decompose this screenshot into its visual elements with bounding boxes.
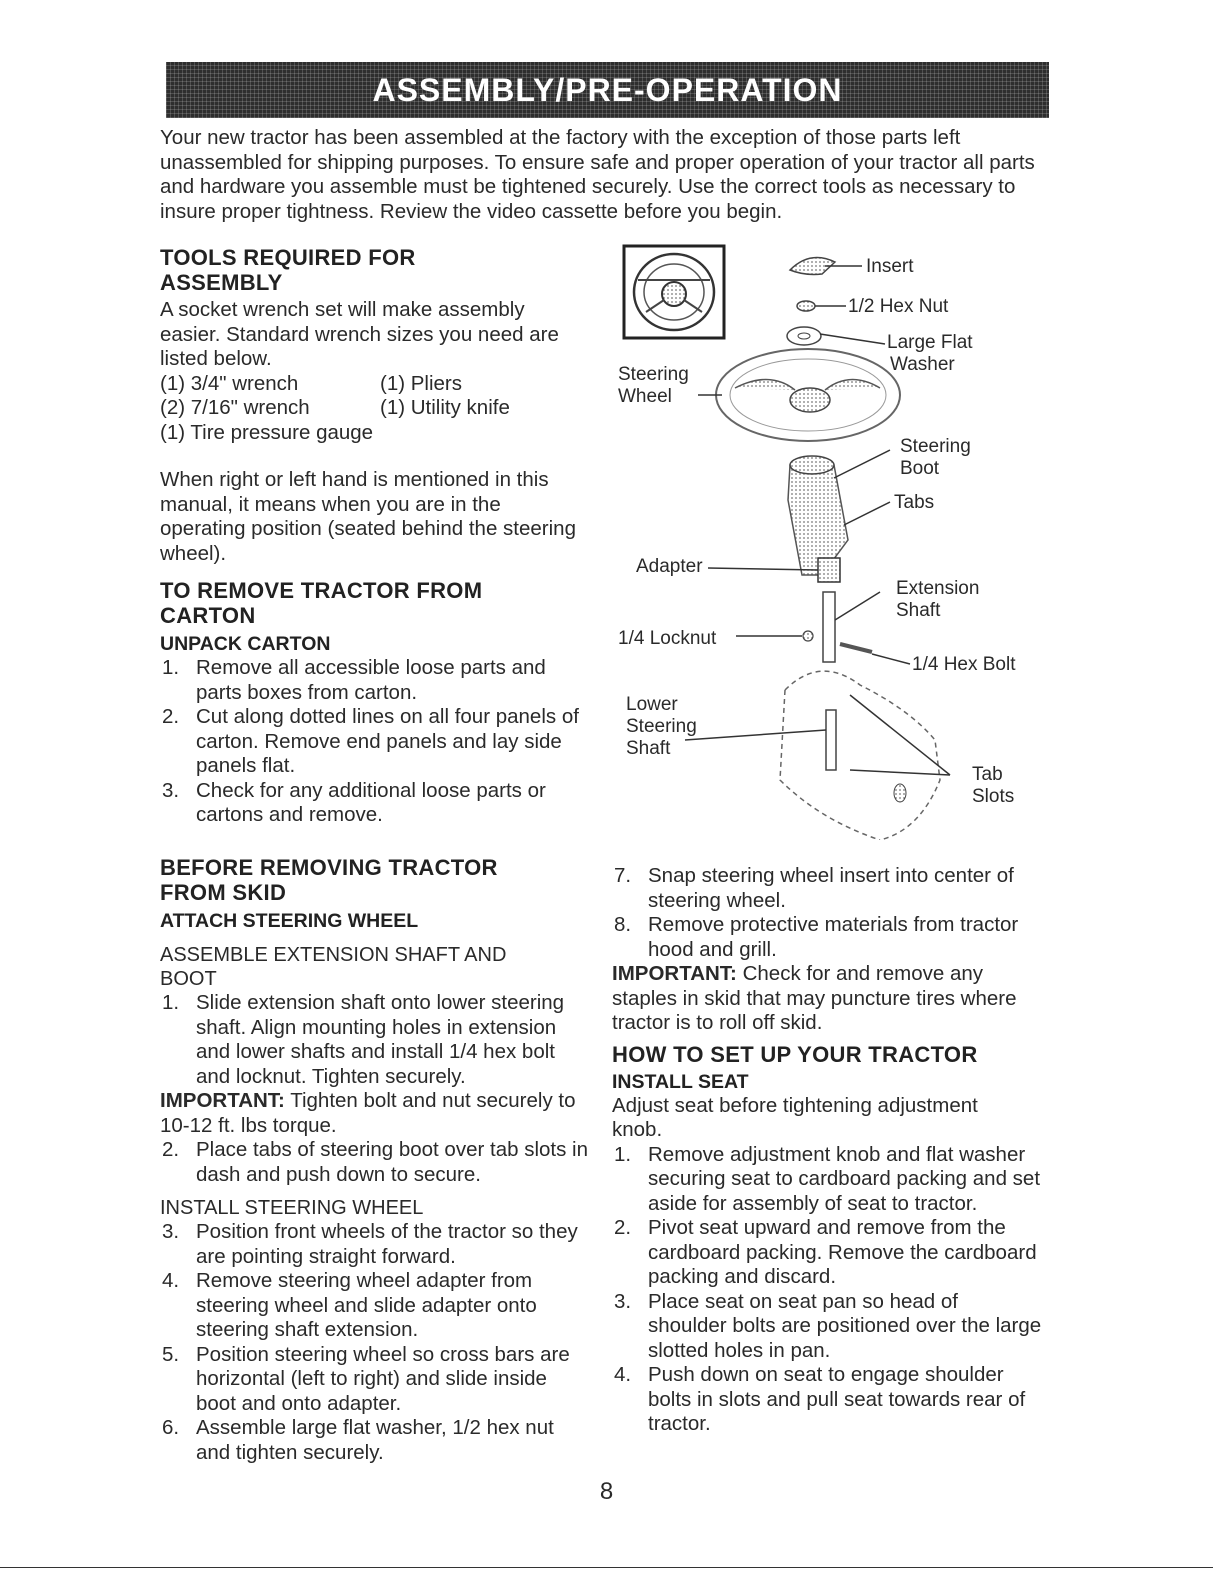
steering-wheel-icon <box>698 349 900 441</box>
label-lower-3: Shaft <box>626 738 671 759</box>
label-insert: Insert <box>866 256 914 277</box>
setup-heading: HOW TO SET UP YOUR TRACTOR <box>612 1041 978 1067</box>
remove-heading: TO REMOVE TRACTOR FROM CARTON <box>160 578 483 628</box>
list-item: 2. Cut along dotted lines on all four panels of carton. Remove end panels and lay side panels flat. <box>162 705 579 777</box>
label-boot-1: Steering <box>900 436 971 457</box>
locknut-icon <box>736 631 813 641</box>
seat-intro: Adjust seat before tightening adjustment knob. <box>612 1093 978 1141</box>
list-item: 4. Push down on seat to engage shoulder bolts in slots and pull seat towards rear of tractor. <box>614 1363 1026 1435</box>
label-locknut: 1/4 Locknut <box>618 628 717 649</box>
left-column <box>160 245 590 828</box>
list-item: 5. Position steering wheel so cross bars are horizontal (left to right) and slide inside boot and onto adapter. <box>162 1342 570 1415</box>
right-column <box>612 864 1042 1437</box>
hex-bolt-icon <box>840 644 910 664</box>
install-wheel-heading: INSTALL STEERING WHEEL <box>160 1197 424 1219</box>
label-ext-1: Extension <box>896 578 980 599</box>
tool-item: (2) 7/16" wrench <box>160 396 310 419</box>
label-tabs: Tabs <box>894 492 935 513</box>
list-item: 2. Place tabs of steering boot over tab slots in dash and push down to secure. <box>162 1138 589 1186</box>
list-item: 1. Slide extension shaft onto lower steering shaft. Align mounting holes in extension and lower shafts and install 1/4 hex bolt and locknut. Tighten securely. <box>162 991 565 1088</box>
label-lower-2: Steering <box>626 716 697 737</box>
assemble-heading: ASSEMBLE EXTENSION SHAFT AND BOOT <box>160 944 507 990</box>
tool-item: (1) Pliers <box>380 371 463 395</box>
tool-item: (1) Tire pressure gauge <box>160 420 374 444</box>
tools-heading: TOOLS REQUIRED FOR ASSEMBLY <box>160 245 416 295</box>
skid-heading: BEFORE REMOVING TRACTOR FROM SKID <box>160 855 498 905</box>
label-ext-2: Shaft <box>896 600 941 621</box>
label-wheel-2: Wheel <box>618 386 672 407</box>
flat-washer-icon <box>787 327 885 345</box>
list-item: 3. Position front wheels of the tractor so they are pointing straight forward. <box>162 1220 578 1268</box>
label-washer-1: Large Flat <box>887 332 973 353</box>
important-note: IMPORTANT: Tighten bolt and nut securely to 10-12 ft. lbs torque. <box>160 1089 576 1137</box>
left-column-lower <box>160 855 590 1465</box>
hand-note: When right or left hand is mentioned in this manual, it means when you are in the operating position (seated behind the steering wheel). <box>160 468 576 565</box>
dash-outline-icon <box>685 671 950 840</box>
list-item: 1. Remove adjustment knob and flat washer securing seat to cardboard packing and set aside for assembly of seat to tractor. <box>614 1142 1041 1215</box>
label-hex-bolt: 1/4 Hex Bolt <box>912 654 1016 675</box>
list-item: 8. Remove protective materials from tractor hood and grill. <box>614 913 1019 961</box>
tool-item: (1) 3/4" wrench <box>160 371 299 395</box>
intro-paragraph: Your new tractor has been assembled at the factory with the exception of those parts left unassembled for shipping purposes. To ensure safe and proper operation of your tractor all parts and hardware you assemble must be tightened securely. Use the correct tools as necessary to insure proper tightness. Review the video cassette before you begin. <box>160 126 1035 223</box>
attach-heading: ATTACH STEERING WHEEL <box>160 910 419 932</box>
list-item: 3. Place seat on seat pan so head of shoulder bolts are positioned over the large slotted holes in pan. <box>614 1289 1042 1362</box>
label-wheel-1: Steering <box>618 364 689 385</box>
label-washer-2: Washer <box>890 354 955 375</box>
list-item: 4. Remove steering wheel adapter from steering wheel and slide adapter onto steering shaft extension. <box>162 1269 537 1341</box>
hex-nut-icon <box>797 301 846 311</box>
list-item: 6. Assemble large flat washer, 1/2 hex nut and tighten securely. <box>162 1416 554 1464</box>
label-tab-2: Slots <box>972 786 1015 807</box>
tools-list <box>160 372 590 446</box>
label-tab-1: Tab <box>972 764 1003 785</box>
steering-boot-icon <box>788 450 890 575</box>
list-item: 7. Snap steering wheel insert into center of steering wheel. <box>614 864 1014 912</box>
unpack-heading: UNPACK CARTON <box>160 633 331 655</box>
steering-assembly-diagram <box>590 240 1020 840</box>
important-note: IMPORTANT: Check for and remove any staples in skid that may puncture tires where tractor is to roll off skid. <box>612 962 1017 1034</box>
seat-heading: INSTALL SEAT <box>612 1070 749 1093</box>
list-item: 3. Check for any additional loose parts or cartons and remove. <box>162 778 546 826</box>
list-item: 2. Pivot seat upward and remove from the cardboard packing. Remove the cardboard packing and discard. <box>614 1216 1037 1288</box>
page-number: 8 <box>599 1478 614 1505</box>
steering-wheel-thumbnail-icon <box>624 246 724 338</box>
adapter-icon <box>708 558 840 582</box>
page-bottom-rule <box>0 1567 1213 1568</box>
insert-icon <box>790 258 862 275</box>
list-item: 1. Remove all accessible loose parts and parts boxes from carton. <box>162 656 546 704</box>
label-adapter: Adapter <box>636 556 703 577</box>
tool-item: (1) Utility knife <box>380 396 510 419</box>
section-title: ASSEMBLY/PRE-OPERATION <box>372 71 843 108</box>
label-lower-1: Lower <box>626 694 678 715</box>
section-banner <box>166 62 1049 118</box>
tools-intro: A socket wrench set will make assembly easier. Standard wrench sizes you need are listed below. <box>160 298 559 370</box>
label-boot-2: Boot <box>900 458 940 479</box>
label-hex-nut: 1/2 Hex Nut <box>848 296 949 317</box>
